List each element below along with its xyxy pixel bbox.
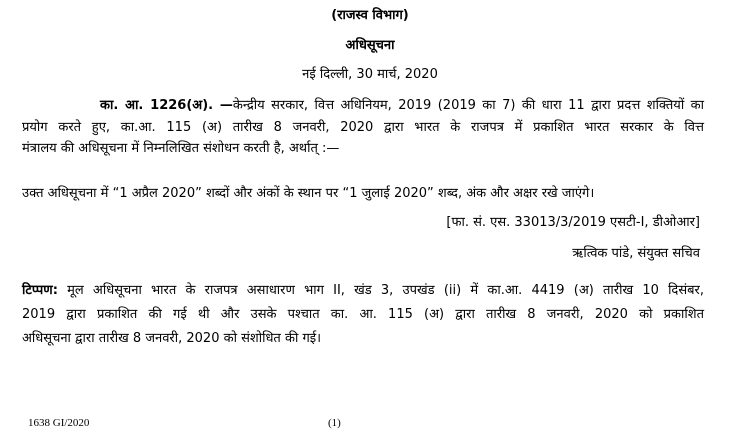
notification-line-1-text: केन्द्रीय सरकार, वित्त अधिनियम, 2019 (2019 का 7) की धारा 11 द्वारा प्रदत्त शक्तियों का bbox=[232, 98, 704, 113]
note-line-1-text: मूल अधिसूचना भारत के राजपत्र असाधारण भाग II, खंड 3, उपखंड (ii) में का.आ. 4419 (अ) तारीख 10 दिसंबर, bbox=[57, 283, 704, 298]
signatory: ऋत्विक पांडे, संयुक्त सचिव bbox=[572, 246, 700, 261]
note-line-3: अधिसूचना द्वारा तारीख 8 जनवरी, 2020 को संशोधित की गई। bbox=[22, 331, 322, 346]
note-line-1 bbox=[22, 282, 704, 300]
note-line-2: 2019 द्वारा प्रकाशित की गई थी और उसके पश्चात का. आ. 115 (अ) द्वारा तारीख 8 जनवरी, 2020 को प्रकाशित bbox=[22, 307, 704, 322]
amendment-text: उक्त अधिसूचना में “1 अप्रैल 2020” शब्दों और अंकों के स्थान पर “1 जुलाई 2020” शब्द, अंक और अक्षर रखे जाएंगे। bbox=[22, 186, 595, 201]
place-date: नई दिल्ली, 30 मार्च, 2020 bbox=[302, 67, 438, 82]
notification-line-2: प्रयोग करते हुए, का.आ. 115 (अ) तारीख 8 जनवरी, 2020 द्वारा भारत के राजपत्र में प्रकाशित भारत सरकार के वित्त bbox=[22, 120, 704, 135]
page-number: (1) bbox=[328, 417, 341, 429]
note-label: टिप्पण: bbox=[22, 283, 58, 298]
notification-number: का. आ. 1226(अ). — bbox=[100, 98, 233, 113]
department-heading: (राजस्व विभाग) bbox=[331, 8, 409, 23]
print-code: 1638 GI/2020 bbox=[28, 417, 90, 429]
notification-title: अधिसूचना bbox=[345, 38, 395, 53]
file-number: [फा. सं. एस. 33013/3/2019 एसटी-I, डीओआर] bbox=[446, 215, 700, 230]
notification-line-3: मंत्रालय की अधिसूचना में निम्नलिखित संशोधन करती है, अर्थात् :— bbox=[22, 141, 340, 156]
notification-line-1 bbox=[22, 97, 704, 115]
